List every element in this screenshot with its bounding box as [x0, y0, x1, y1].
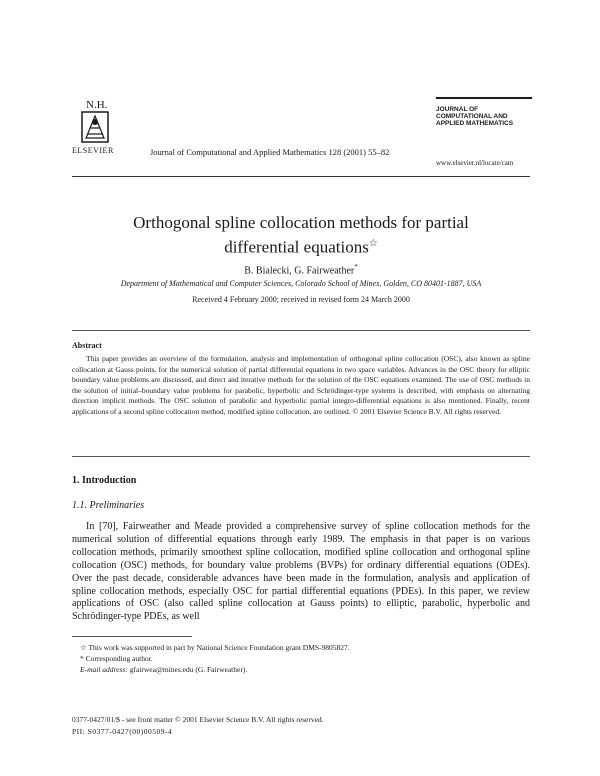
author-names: B. Bialecki, G. Fairweather [244, 265, 355, 277]
funding-footnote: ☆ This work was supported in part by National Science Foundation grant DMS-9805827. [80, 643, 350, 652]
abstract-top-rule [72, 330, 530, 331]
corresponding-author-footnote: * Corresponding author. [80, 654, 153, 663]
received-dates: Received 4 February 2000; received in revised form 24 March 2000 [192, 295, 410, 304]
email-label: E-mail address: [80, 665, 128, 674]
email-address[interactable]: gfairwea@mines.edu (G. Fairweather). [127, 665, 248, 674]
elsevier-tree-logo [72, 98, 132, 150]
abstract-bottom-rule [72, 456, 530, 457]
logo-text: N.H. [86, 99, 108, 111]
body-paragraph: In [70], Fairweather and Meade provided a comprehensive survey of spline collocation methods for the numerical solution of differential equations through early 1989. The emphasis in that paper is on various collocation methods, primarily smoothest spline collocation, modified spline collocation and orthogonal spline collocation (OSC) methods, for boundary value problems (BVPs) for ordinary differential equations (ODEs). Over the past decade, considerable advances have been made in the formulation, analysis and application of spline collocation methods, especially OSC for partial differential equations (PDEs). In this paper, we review applications of OSC (also called spline collocation at Gauss points) to elliptic, parabolic, hyperbolic and Schrödinger-type PDEs, as well [72, 521, 530, 623]
pii: PII: S0377-0427(00)00509-4 [72, 727, 173, 736]
email-footnote [80, 665, 247, 674]
footnote-rule [72, 636, 192, 637]
author-footnote-mark: * [354, 263, 358, 271]
copyright-line: 0377-0427/01/$ - see front matter © 2001 Elsevier Science B.V. All rights reserved. [72, 715, 324, 724]
article-title [72, 212, 530, 258]
subsection-heading: 1.1. Preliminaries [72, 500, 145, 511]
header-divider [72, 176, 530, 177]
title-line: differential equations [224, 237, 369, 257]
section-heading: 1. Introduction [72, 475, 137, 486]
brand-line: JOURNAL OF [436, 106, 479, 113]
title-line: Orthogonal spline collocation methods for partial [133, 213, 469, 232]
journal-website-link[interactable]: www.elsevier.nl/locate/cam [436, 159, 514, 167]
journal-brand [436, 106, 536, 127]
publisher-name: ELSEVIER [72, 146, 114, 155]
abstract-text: This paper provides an overview of the formulation, analysis and implementation of orthogonal spline collocation (OSC), also known as spline collocation at Gauss points, for the numerical solution of partial differential equations in two space variables. Advances in the OSC theory for elliptic boundary value problems are discussed, and direct and iterative methods for the solution of the OSC equations examined. The use of OSC methods in the solution of initial–boundary value problems for parabolic, hyperbolic and Schrödinger-type systems is described, with emphasis on alternating direction implicit methods. The OSC solution of parabolic and hyperbolic partial integro-differential equations is also mentioned. Finally, recent applications of a second spline collocation method, modified spline collocation, are outlined. © 2001 Elsevier Science B.V. All rights reserved. [72, 354, 530, 416]
affiliation: Department of Mathematical and Computer Sciences, Colorado School of Mines, Golden, CO 80401-1887, USA [120, 279, 482, 288]
brand-line: COMPUTATIONAL AND [436, 113, 508, 120]
brand-line: APPLIED MATHEMATICS [436, 120, 514, 127]
brand-rule [436, 97, 532, 99]
title-footnote-mark: ☆ [368, 238, 378, 249]
journal-citation: Journal of Computational and Applied Mathematics 128 (2001) 55–82 [150, 147, 390, 157]
abstract-heading: Abstract [72, 341, 102, 350]
authors [72, 263, 530, 276]
